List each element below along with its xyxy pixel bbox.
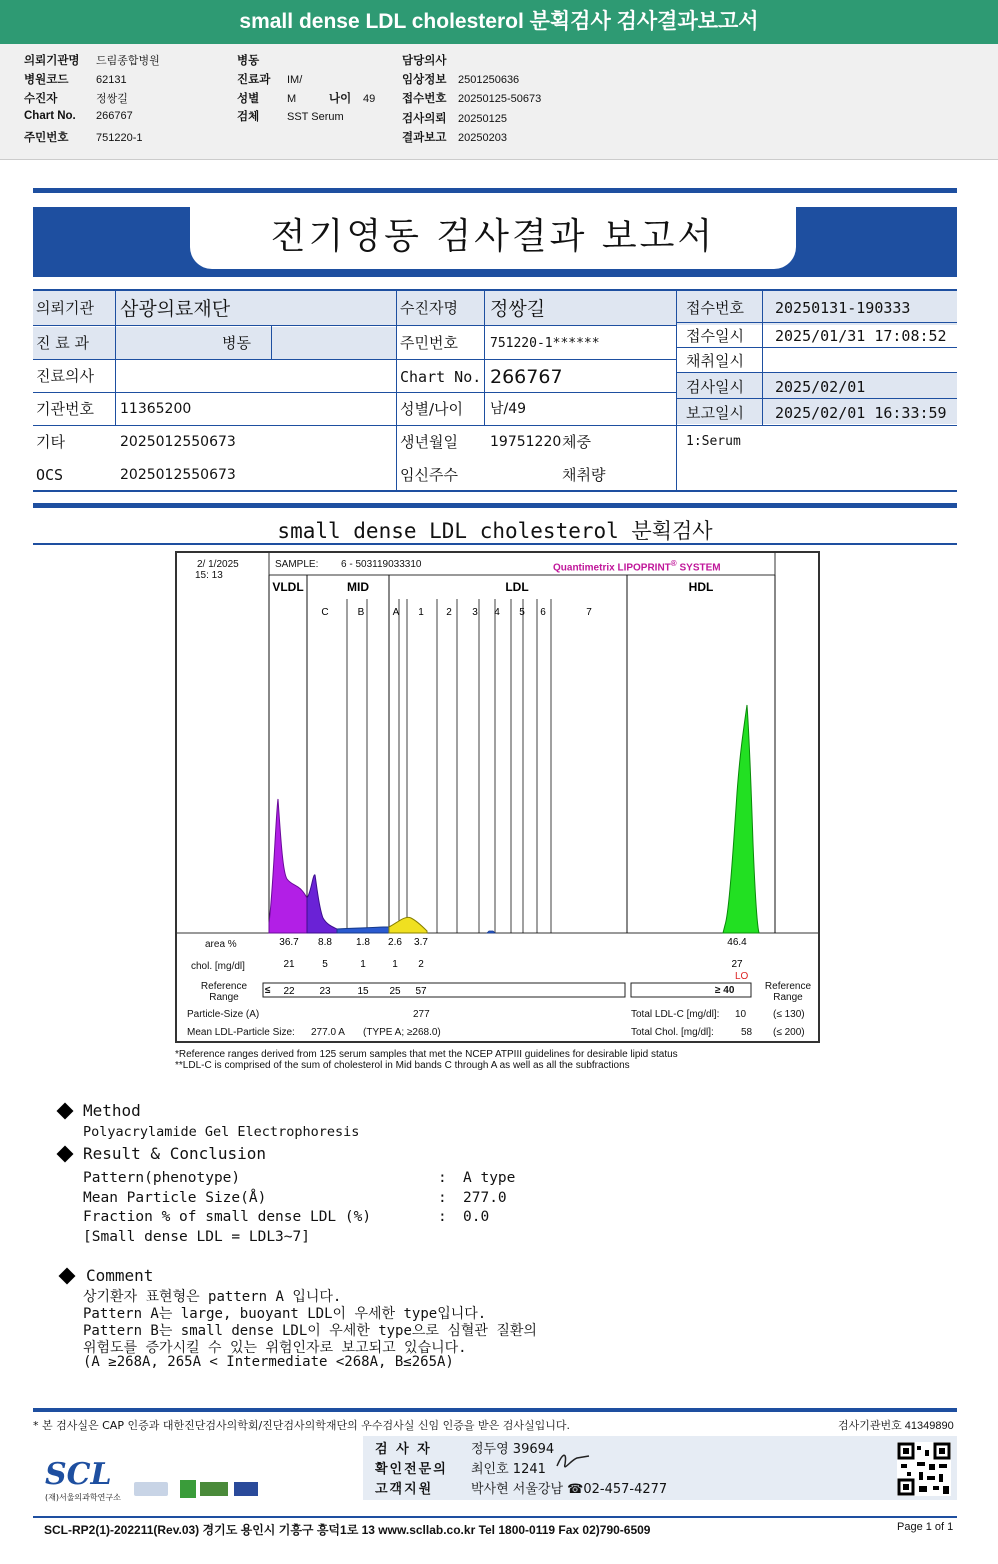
- band-label: 2: [446, 607, 452, 618]
- rrn-label: 주민번호: [24, 132, 69, 144]
- result-date-value: 20250203: [458, 132, 507, 144]
- institution-label: 의뢰기관: [36, 299, 94, 317]
- particle-size-value: 277: [413, 1009, 430, 1020]
- chart-no-value: 266767: [96, 110, 133, 122]
- birth-value: 19751220: [490, 434, 562, 450]
- ldl-small-peak: [487, 931, 495, 933]
- sex-value: M: [287, 93, 297, 105]
- divider: [33, 503, 957, 508]
- dept-value: 병동: [222, 334, 251, 352]
- patient-name-label: 수진자명: [400, 299, 458, 317]
- instno-value: 11365200: [120, 401, 192, 417]
- patient-info-box: [0, 44, 998, 160]
- divider: [33, 1516, 957, 1518]
- comment-line: 상기환자 표현형은 pattern A 입니다.: [83, 1289, 342, 1305]
- preg-label: 임신주수: [400, 466, 458, 484]
- rrn-value: 751220-1: [96, 132, 143, 144]
- result-value: 0.0: [463, 1209, 490, 1225]
- colon: :: [438, 1170, 447, 1186]
- mean-type-value: (TYPE A; ≥268.0): [363, 1027, 441, 1038]
- result-value: A type: [463, 1170, 516, 1186]
- doctor-label: 진료의사: [36, 367, 94, 385]
- system-mark: ®: [670, 559, 677, 568]
- certification-note: * 본 검사실은 CAP 인증과 대한진단검사의학회/진단검사의학재단의 우수검사실 신임 인증을 받은 검사실입니다.: [33, 1419, 571, 1432]
- accno-value: 20250131-190333: [775, 299, 911, 317]
- accno-label: 접수번호: [686, 299, 744, 317]
- chol-row-label: chol. [mg/dl]: [191, 961, 245, 972]
- grid-line: [762, 291, 763, 425]
- band-label: A: [392, 607, 400, 618]
- grid-line: [271, 325, 272, 359]
- chol-value: 1: [360, 959, 366, 970]
- divider: [33, 1408, 957, 1412]
- band-label: 6: [540, 607, 546, 618]
- ref-value: 15: [357, 986, 369, 997]
- ref-value: 22: [283, 986, 295, 997]
- sexage-label: 성별/나이: [400, 400, 464, 418]
- result-date-label: 결과보고: [402, 132, 447, 144]
- sex-label: 성별: [237, 93, 260, 105]
- method-heading: Method: [83, 1101, 141, 1120]
- clinical-value: 2501250636: [458, 74, 520, 86]
- band-label: 7: [586, 607, 592, 618]
- support-label: 고객지원: [375, 1482, 434, 1497]
- chart-plot: [177, 553, 818, 1041]
- ref-value: 23: [319, 986, 331, 997]
- expert-label: 확인전문의: [375, 1462, 448, 1477]
- band-label: 4: [494, 607, 500, 618]
- total-chol-label: Total Chol. [mg/dl]:: [631, 1027, 714, 1038]
- request-label: 검사의뢰: [402, 113, 447, 125]
- clinical-label: 임상정보: [402, 74, 447, 86]
- bullet-icon: [59, 1268, 76, 1285]
- group-label: HDL: [688, 580, 714, 594]
- sample-value: 6 - 503119033310: [341, 559, 422, 570]
- colon: :: [438, 1190, 447, 1206]
- grid-line: [396, 291, 397, 490]
- method-text: Polyacrylamide Gel Electrophoresis: [83, 1124, 360, 1140]
- area-value: 8.8: [318, 937, 332, 948]
- specimen-value: SST Serum: [287, 111, 344, 123]
- grid-line: [33, 325, 676, 326]
- area-value: 46.4: [727, 937, 747, 948]
- total-ldl-value: 10: [735, 1009, 747, 1020]
- colon: :: [438, 1209, 447, 1225]
- band-label: C: [321, 607, 329, 618]
- ocs-label: OCS: [36, 466, 64, 484]
- collect-label: 채취일시: [686, 352, 744, 370]
- mid-c-peak: [307, 875, 337, 933]
- cap-logo: [134, 1482, 168, 1496]
- tester-label: 검 사 자: [375, 1442, 432, 1457]
- etc-value: 2025012550673: [120, 434, 236, 450]
- ref-value: 57: [415, 986, 427, 997]
- tester-row: [375, 1438, 554, 1457]
- test-value: 2025/02/01: [775, 378, 866, 396]
- total-chol-value: 58: [741, 1027, 753, 1038]
- grid-line: [484, 291, 485, 425]
- comment-line: 위험도를 증가시킬 수 있는 위험인자로 보고되고 있습니다.: [83, 1340, 467, 1356]
- band-label: 5: [519, 607, 525, 618]
- band-label: B: [357, 607, 365, 618]
- expert-value: 최인호 1241: [471, 1462, 546, 1477]
- chol-value: 5: [322, 959, 328, 970]
- vldl-peak: [269, 799, 307, 933]
- ward-label: 병동: [237, 55, 260, 67]
- hdl-peak: [723, 705, 759, 933]
- expert-row: [375, 1458, 546, 1477]
- test-label: 검사일시: [686, 378, 744, 396]
- rrn-label: 주민번호: [400, 334, 458, 352]
- support-value: 박사현 서울강남 ☎02-457-4277: [471, 1482, 668, 1497]
- area-row-label: area %: [205, 939, 237, 950]
- lab-id: 검사기관번호 41349890: [838, 1420, 954, 1432]
- particle-row-label: Particle-Size (A): [187, 1009, 260, 1020]
- result-label: Fraction % of small dense LDL (%): [83, 1209, 372, 1225]
- band-label: 3: [472, 607, 478, 618]
- group-label: LDL: [505, 580, 529, 594]
- report-title: 전기영동 검사결과 보고서: [190, 207, 796, 269]
- sexage-value: 남/49: [490, 401, 527, 417]
- sample-label: SAMPLE:: [275, 559, 319, 570]
- result-value: 277.0: [463, 1190, 507, 1206]
- divider: [33, 188, 957, 193]
- total-ldl-ref: (≤ 130): [773, 1009, 805, 1020]
- band-label: 1: [418, 607, 424, 618]
- hospcode-value: 62131: [96, 74, 127, 86]
- hospital-label: 의뢰기관명: [24, 55, 80, 67]
- total-chol-ref: (≤ 200): [773, 1027, 805, 1038]
- birth-label: 생년월일: [400, 433, 458, 451]
- mid-b-peak: [337, 927, 389, 933]
- chol-value: 21: [283, 959, 295, 970]
- cert-logo: [180, 1480, 196, 1498]
- section-title: small dense LDL cholesterol 분획검사: [277, 519, 713, 543]
- doctor-label: 담당의사: [402, 55, 447, 67]
- electrophoresis-chart: [175, 551, 820, 1043]
- ref-value: 25: [389, 986, 401, 997]
- chol-value: 1: [392, 959, 398, 970]
- logo-sub: (재)서울의과학연구소: [45, 1493, 121, 1502]
- chol-value: 2: [418, 959, 424, 970]
- report-date-value: 2025/02/01 16:33:59: [775, 404, 947, 422]
- footnote-line: *Reference ranges derived from 125 serum samples that met the NCEP ATPIII guidelines for desirable lipid status: [175, 1049, 678, 1060]
- bullet-icon: [57, 1146, 74, 1163]
- weight-label: 체중: [562, 433, 591, 451]
- chart-value: 266767: [490, 366, 563, 388]
- signature-mark: [553, 1450, 593, 1472]
- dept-value: IM/: [287, 74, 303, 86]
- dept-label: 진료과: [237, 74, 271, 86]
- comment-line: (A ≥268A, 265A < Intermediate <268A, B≤265A): [83, 1354, 454, 1370]
- comment-line: Pattern A는 large, buoyant LDL이 우세한 type입니다.: [83, 1306, 487, 1322]
- cert-logo: [234, 1482, 258, 1496]
- instno-label: 기관번호: [36, 400, 94, 418]
- system-suffix: SYSTEM: [679, 562, 721, 574]
- ref-prefix: ≤: [265, 985, 271, 996]
- ref-row-label: Reference Range: [200, 981, 248, 1003]
- qr-code-icon: [897, 1442, 951, 1496]
- serum-value: 1:Serum: [686, 434, 741, 449]
- report-banner-title: small dense LDL cholesterol 분획검사 검사결과보고서: [0, 0, 998, 44]
- hdl-flag: LO: [735, 971, 749, 982]
- comment-line: Pattern B는 small dense LDL이 우세한 type으로 심혈관 질환의: [83, 1323, 537, 1339]
- patient-name-value: 정쌍길: [490, 298, 546, 320]
- grid-line: [115, 291, 116, 425]
- patient-label: 수진자: [24, 93, 58, 105]
- hospcode-label: 병원코드: [24, 74, 69, 86]
- mean-row-label: Mean LDL-Particle Size:: [187, 1027, 295, 1038]
- area-value: 1.8: [356, 937, 370, 948]
- result-note: [Small dense LDL = LDL3~7]: [83, 1229, 310, 1245]
- chart-no-label: Chart No.: [24, 110, 76, 122]
- support-row: [375, 1478, 667, 1497]
- tester-value: 정두영 39694: [471, 1442, 555, 1457]
- request-value: 20250125: [458, 113, 507, 125]
- area-value: 36.7: [279, 937, 299, 948]
- accession-value: 20250125-50673: [458, 93, 542, 105]
- chart-date: 2/ 1/2025: [197, 559, 239, 570]
- accession-label: 접수번호: [402, 93, 447, 105]
- ocs-value: 2025012550673: [120, 467, 236, 483]
- result-label: Mean Particle Size(Å): [83, 1190, 267, 1206]
- lab-address: SCL-RP2(1)-202211(Rev.03) 경기도 용인시 기흥구 흥덕1로 13 www.scllab.co.kr Tel 1800-0119 Fax 02)790-6509: [44, 1523, 651, 1537]
- ref-hdl-label: Reference Range: [764, 981, 812, 1003]
- ref-box: [263, 983, 625, 997]
- institution-value: 삼광의료재단: [120, 298, 231, 320]
- patient-value: 정쌍길: [96, 93, 128, 105]
- chart-label: Chart No.: [400, 368, 482, 386]
- comment-heading: Comment: [86, 1266, 154, 1285]
- report-date-label: 보고일시: [686, 404, 744, 422]
- volume-label: 채취량: [562, 466, 606, 484]
- mean-size-value: 277.0 A: [311, 1027, 345, 1038]
- system-name: Quantimetrix LIPOPRINT: [553, 562, 671, 574]
- dept-label: 진 료 과: [36, 334, 90, 352]
- group-label: VLDL: [272, 580, 304, 594]
- chart-time: 15: 13: [195, 570, 223, 581]
- result-label: Pattern(phenotype): [83, 1170, 241, 1186]
- chart-footnote: [175, 1049, 678, 1071]
- bullet-icon: [57, 1103, 74, 1120]
- recv-value: 2025/01/31 17:08:52: [775, 327, 947, 345]
- signature-box: [363, 1436, 957, 1500]
- hdl-ref-value: ≥ 40: [715, 985, 735, 996]
- certification-logos: [134, 1478, 264, 1500]
- ldl-peak: [389, 917, 427, 933]
- logo-text: SCL: [45, 1457, 112, 1492]
- age-label: 나이: [329, 93, 352, 105]
- etc-label: 기타: [36, 433, 65, 451]
- hospital-value: 드림종합병원: [96, 55, 160, 67]
- group-label: MID: [347, 580, 369, 594]
- age-value: 49: [363, 93, 376, 105]
- rrn-value: 751220-1******: [490, 336, 600, 351]
- divider: [33, 543, 957, 545]
- area-value: 2.6: [388, 937, 402, 948]
- total-ldl-label: Total LDL-C [mg/dl]:: [631, 1009, 720, 1020]
- area-value: 3.7: [414, 937, 428, 948]
- specimen-label: 검체: [237, 111, 260, 123]
- chol-value: 27: [731, 959, 743, 970]
- footnote-line: **LDL-C is comprised of the sum of cholesterol in Mid bands C through A as well as all the subfractions: [175, 1060, 630, 1071]
- page-number: Page 1 of 1: [897, 1521, 954, 1533]
- result-heading: Result & Conclusion: [83, 1144, 267, 1163]
- scl-logo: [45, 1457, 121, 1503]
- recv-label: 접수일시: [686, 327, 744, 345]
- cert-logo: [200, 1482, 228, 1496]
- grid-line: [676, 291, 677, 490]
